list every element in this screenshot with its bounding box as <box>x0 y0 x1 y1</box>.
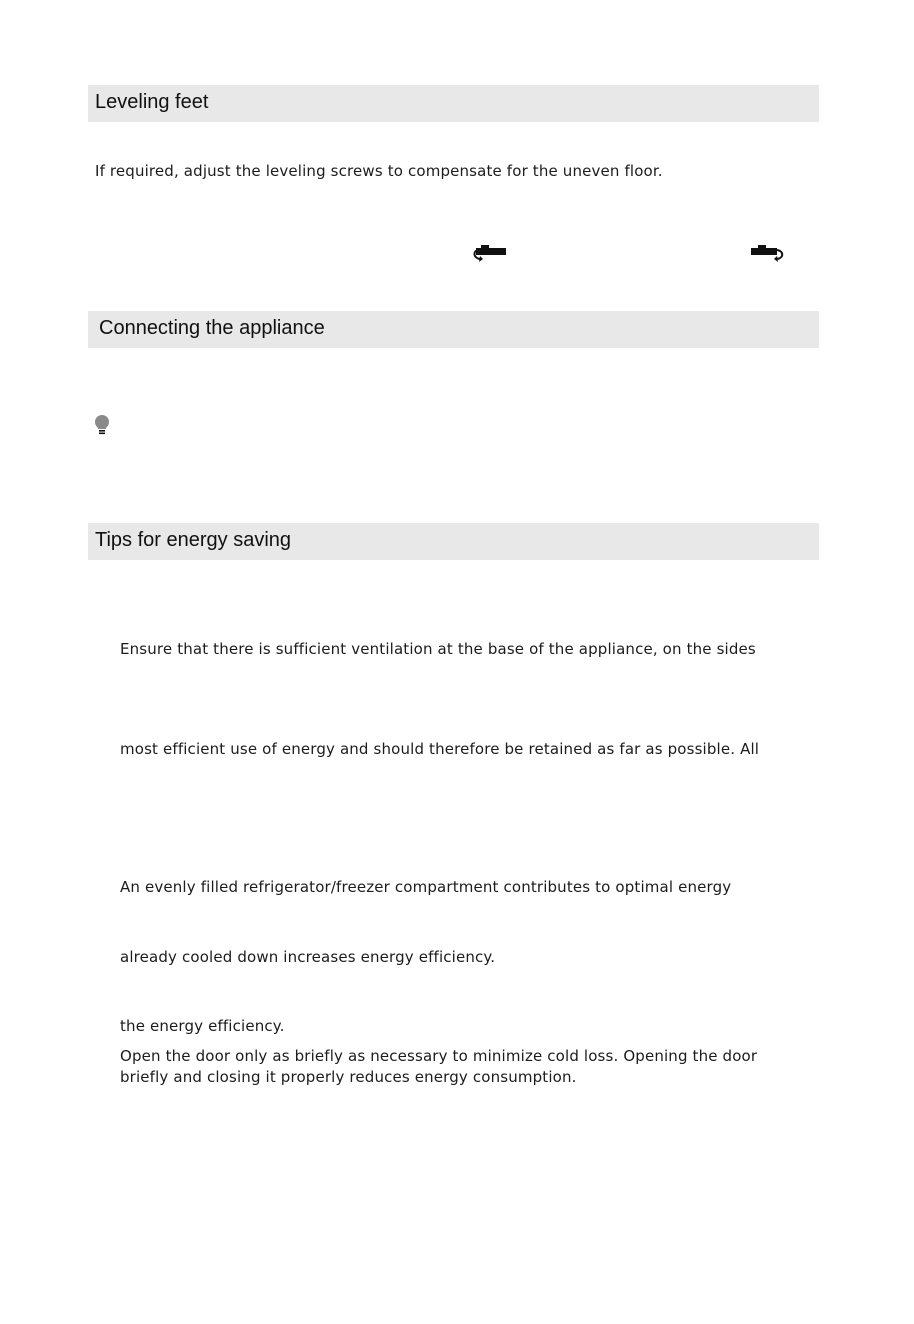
section-title: Connecting the appliance <box>99 317 325 339</box>
section-title: Tips for energy saving <box>95 529 292 551</box>
energy-tip-line: most efficient use of energy and should therefore be retained as far as possible. All <box>120 740 760 758</box>
section-header-leveling-feet <box>88 85 819 122</box>
section-title: Leveling feet <box>95 91 209 113</box>
energy-tip-line: Ensure that there is sufficient ventilation at the base of the appliance, on the sides <box>120 640 756 658</box>
energy-tip-line: the energy efficiency. <box>120 1017 285 1035</box>
leveling-foot-rotate-left-icon <box>472 243 508 267</box>
energy-tip-line: briefly and closing it properly reduces energy consumption. <box>120 1068 577 1086</box>
leveling-foot-rotate-right-icon <box>750 243 786 267</box>
energy-tip-line: Open the door only as briefly as necessary to minimize cold loss. Opening the door <box>120 1047 758 1065</box>
section-header-energy-saving <box>88 523 819 560</box>
leveling-instruction-text: If required, adjust the leveling screws to compensate for the uneven floor. <box>95 162 663 180</box>
lightbulb-icon <box>94 415 110 439</box>
energy-tip-line: already cooled down increases energy efficiency. <box>120 948 496 966</box>
section-header-connecting <box>88 311 819 348</box>
energy-tip-line: An evenly filled refrigerator/freezer compartment contributes to optimal energy <box>120 878 732 896</box>
